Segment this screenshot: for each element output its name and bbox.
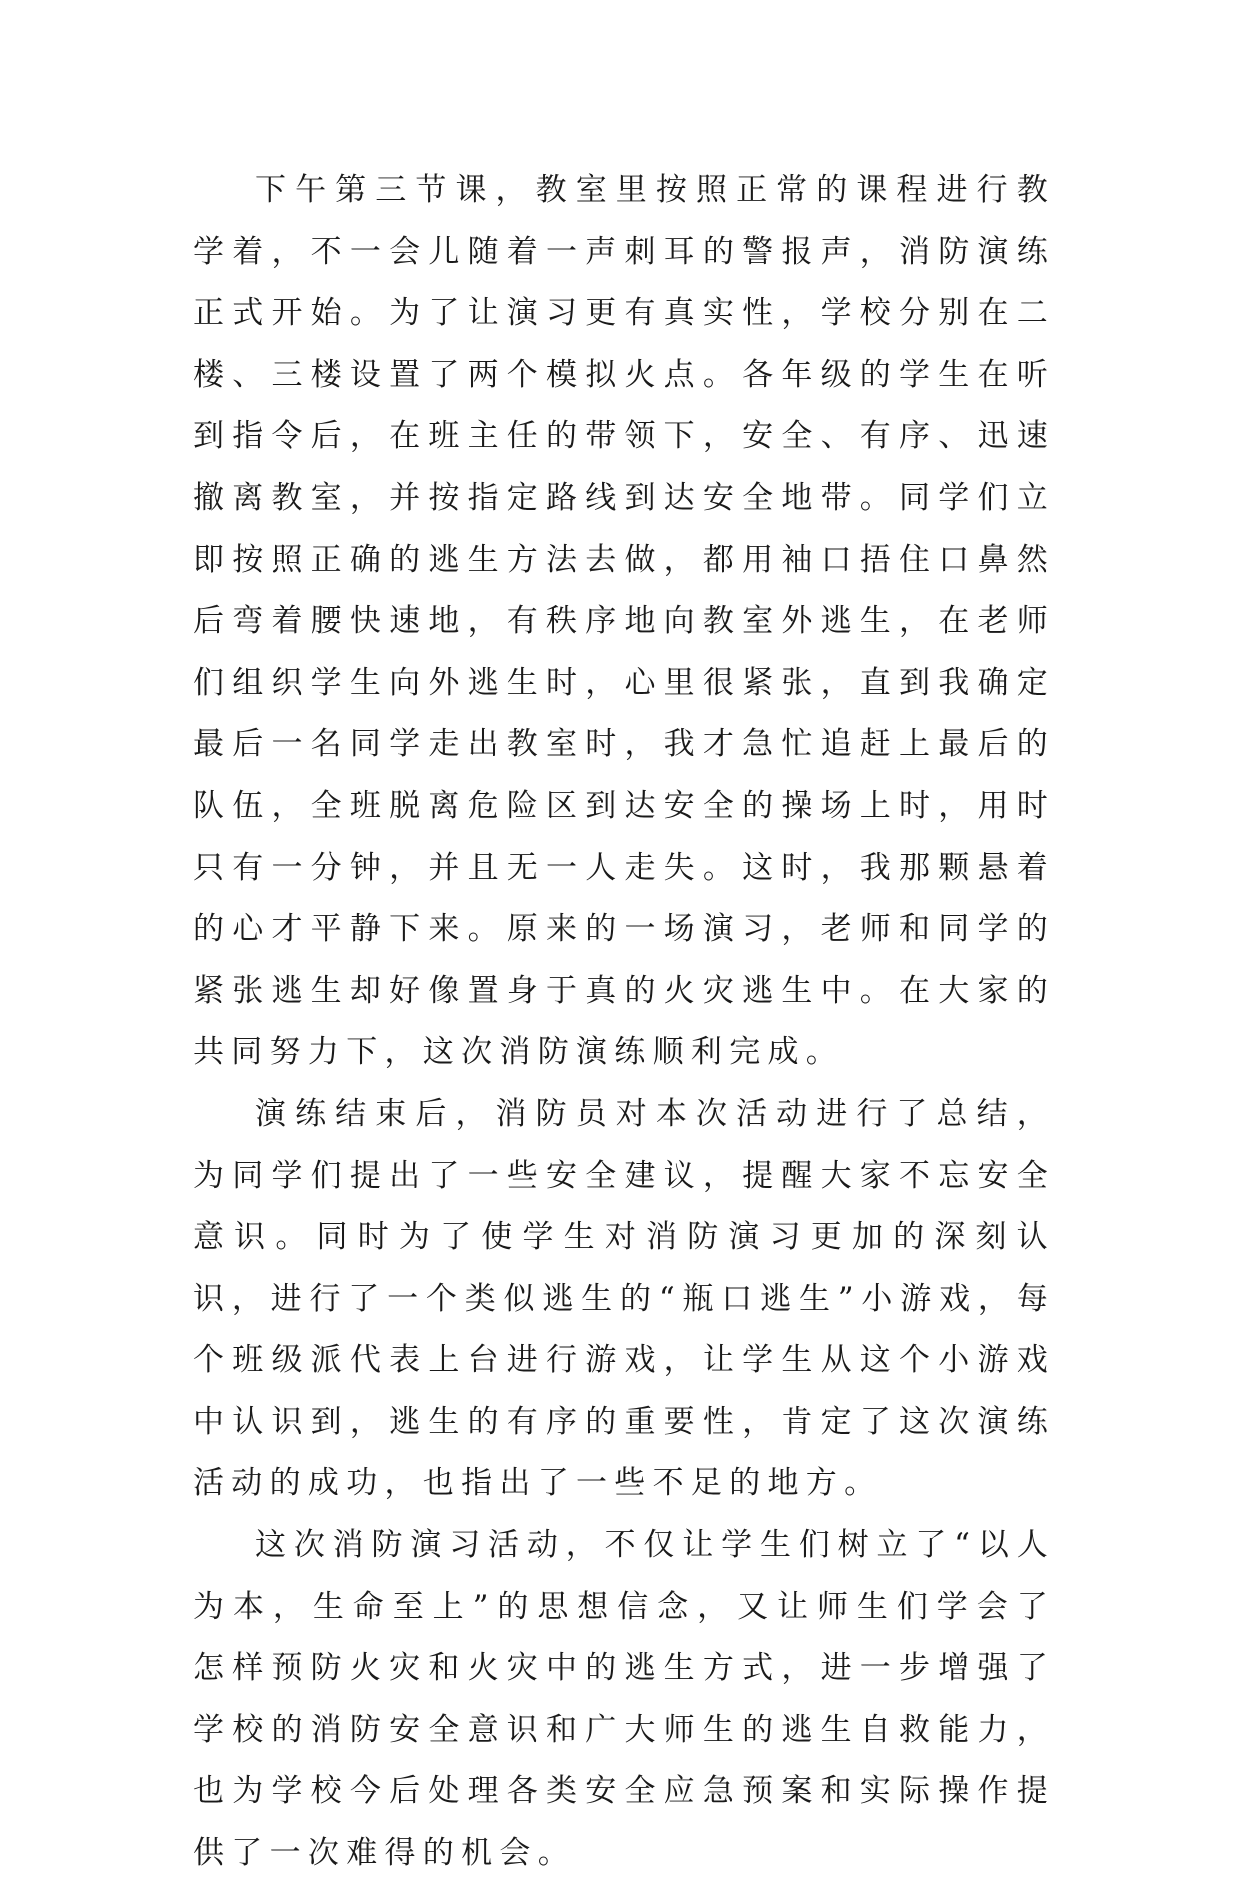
paragraph-drill-summary: 演练结束后，消防员对本次活动进行了总结，为同学们提出了一些安全建议，提醒大家不忘安全意识。同时为了使学生对消防演习更加的深刻认识，进行了一个类似逃生的“瓶口逃生”小游戏，每个班级派代表上台进行游戏，让学生从这个小游戏中认识到，逃生的有序的重要性，肯定了这次演练活动的成功，也指出了一些不足的地方。 [193,1095,1056,1502]
paragraph-drill-process: 下午第三节课，教室里按照正常的课程进行教学着，不一会儿随着一声刺耳的警报声，消防演练正式开始。为了让演习更有真实性，学校分别在二楼、三楼设置了两个模拟火点。各年级的学生在听到指令后，在班主任的带领下，安全、有序、迅速撤离教室，并按指定路线到达安全地带。同学们立即按照正确的逃生方法去做，都用袖口捂住口鼻然后弯着腰快速地，有秩序地向教室外逃生，在老师们组织学生向外逃生时，心里很紧张，直到我确定最后一名同学走出教室时，我才急忙追赶上最后的队伍，全班脱离危险区到达安全的操场上时，用时只有一分钟，并且无一人走失。这时，我那颗悬着的心才平静下来。原来的一场演习，老师和同学的紧张逃生却好像置身于真的火灾逃生中。在大家的共同努力下，这次消防演练顺利完成。 [193,172,1055,1071]
paragraph-drill-significance: 这次消防演习活动，不仅让学生们树立了“以人为本，生命至上”的思想信念，又让师生们学会了怎样预防火灾和火灾中的逃生方式，进一步增强了学校的消防安全意识和广大师生的逃生自救能力，也为学校今后处理各类安全应急预案和实际操作提供了一次难得的机会。 [193,1527,1055,1872]
document-body [193,160,1055,1885]
